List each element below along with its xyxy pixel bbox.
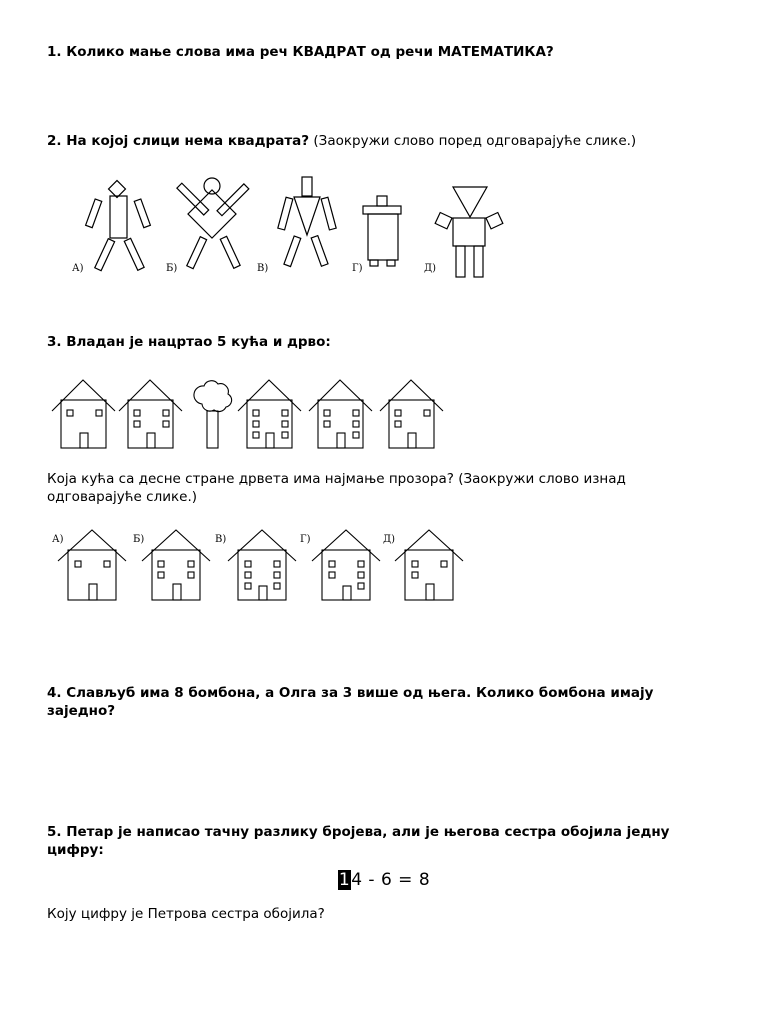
question-2-instruction: (Заокружи слово поред одговарајуће слике.): [309, 133, 637, 149]
question-3-prompt: Која кућа са десне стране дрвета има најмање прозора? (Заокружи слово изнад одговарајуће слике.): [47, 471, 626, 505]
choice-house-a: [58, 530, 126, 600]
question-3: [47, 333, 331, 351]
house-4: [309, 380, 372, 448]
figure-b: [177, 178, 249, 269]
figure-c: [278, 177, 336, 267]
equation: [0, 870, 768, 890]
house-3: [238, 380, 301, 448]
figures-illustration: [0, 0, 768, 290]
question-5-text: 5. Петар је написао тачну разлику бројева, али је његова сестра обојила једну цифру:: [47, 824, 670, 858]
equation-rest: 4 - 6 = 8: [351, 870, 431, 890]
question-2-text: 2. На којој слици нема квадрата?: [47, 133, 310, 149]
colored-digit: 1: [338, 870, 351, 890]
figure-label-b: Б): [166, 263, 178, 274]
house-2: [119, 380, 182, 448]
figure-d: [435, 187, 503, 277]
figure-a: [86, 181, 151, 271]
choice-house-b: [142, 530, 210, 600]
question-1-text: 1. Колико мање слова има реч КВАДРАТ од речи МАТЕМАТИКА?: [47, 44, 554, 60]
question-4: [47, 684, 717, 720]
choice-label-d: Д): [383, 534, 396, 545]
figure-label-d: Д): [424, 263, 437, 274]
question-5-prompt: Коју цифру је Петрова сестра обојила?: [47, 906, 325, 922]
figure-g: [363, 196, 401, 266]
choice-label-g: Г): [300, 534, 311, 545]
figure-label-a: А): [72, 263, 84, 274]
figure-label-g: Г): [352, 263, 363, 274]
choice-house-d: [395, 530, 463, 600]
house-5: [380, 380, 443, 448]
tree: [194, 381, 232, 448]
question-5: [47, 823, 717, 859]
houses-choices-illustration: [0, 525, 768, 625]
house-1: [52, 380, 115, 448]
choice-label-b: Б): [133, 534, 145, 545]
choice-house-g: [312, 530, 380, 600]
question-3-text: 3. Владан је нацртао 5 кућа и дрво:: [47, 334, 331, 350]
question-4-text: 4. Слављуб има 8 бомбона, а Олга за 3 више од њега. Колико бомбона имају заједно?: [47, 685, 654, 719]
choice-label-v: В): [215, 534, 227, 545]
choice-house-v: [228, 530, 296, 600]
houses-row-illustration: [0, 370, 768, 470]
figure-label-v: В): [257, 263, 269, 274]
choice-label-a: А): [52, 534, 64, 545]
